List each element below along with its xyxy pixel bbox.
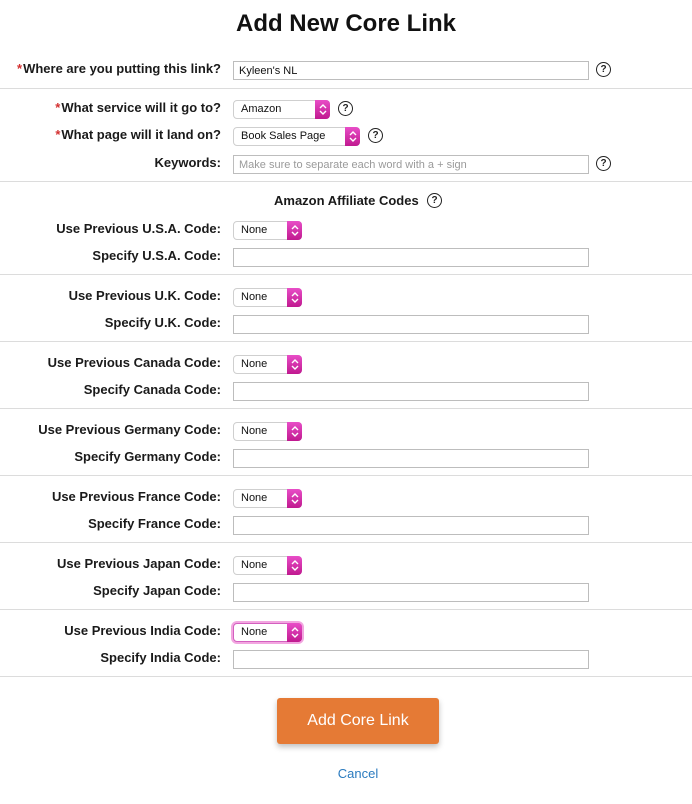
- canada-previous-select[interactable]: [233, 355, 302, 374]
- japan-specify-label: Specify Japan Code:: [93, 583, 221, 598]
- keywords-input[interactable]: [233, 155, 589, 174]
- japan-select-value: None: [241, 559, 268, 571]
- help-icon[interactable]: ?: [338, 101, 353, 116]
- service-select[interactable]: [233, 100, 330, 119]
- france-code-input[interactable]: [233, 516, 589, 535]
- usa-previous-select[interactable]: [233, 221, 302, 240]
- germany-specify-label: Specify Germany Code:: [74, 449, 221, 464]
- canada-specify-label: Specify Canada Code:: [83, 382, 221, 397]
- divider: [0, 181, 692, 182]
- india-previous-select[interactable]: [233, 623, 302, 642]
- usa-code-input[interactable]: [233, 248, 589, 267]
- divider: [0, 341, 692, 342]
- chevron-updown-icon: [345, 127, 360, 146]
- japan-code-input[interactable]: [233, 583, 589, 602]
- add-core-link-button[interactable]: Add Core Link: [277, 698, 439, 744]
- required-mark: *: [17, 61, 23, 76]
- india-specify-label: Specify India Code:: [100, 650, 221, 665]
- landing-select[interactable]: [233, 127, 360, 146]
- divider: [0, 408, 692, 409]
- japan-use-label: Use Previous Japan Code:: [57, 556, 221, 571]
- uk-use-label: Use Previous U.K. Code:: [68, 288, 221, 303]
- chevron-updown-icon: [287, 221, 302, 240]
- service-label-text: What service will it go to?: [61, 100, 221, 115]
- cancel-link[interactable]: Cancel: [337, 766, 379, 781]
- canada-use-label: Use Previous Canada Code:: [47, 355, 221, 370]
- divider: [0, 542, 692, 543]
- divider: [0, 475, 692, 476]
- usa-specify-label: Specify U.S.A. Code:: [92, 248, 221, 263]
- service-select-value: Amazon: [241, 103, 282, 115]
- required-mark: *: [55, 100, 61, 115]
- landing-label-text: What page will it land on?: [61, 127, 221, 142]
- uk-previous-select[interactable]: [233, 288, 302, 307]
- france-use-label: Use Previous France Code:: [51, 489, 221, 504]
- divider: [0, 88, 692, 89]
- germany-select-value: None: [241, 425, 268, 437]
- landing-label: [55, 127, 221, 143]
- chevron-updown-icon: [287, 422, 302, 441]
- chevron-updown-icon: [287, 556, 302, 575]
- canada-select-value: None: [241, 358, 268, 370]
- service-label: [55, 100, 221, 116]
- page-title: Add New Core Link: [235, 10, 457, 37]
- germany-previous-select[interactable]: [233, 422, 302, 441]
- germany-code-input[interactable]: [233, 449, 589, 468]
- chevron-updown-icon: [287, 623, 302, 642]
- uk-specify-label: Specify U.K. Code:: [104, 315, 221, 330]
- affiliate-heading: Amazon Affiliate Codes: [274, 193, 419, 208]
- chevron-updown-icon: [287, 355, 302, 374]
- uk-select-value: None: [241, 291, 268, 303]
- germany-use-label: Use Previous Germany Code:: [38, 422, 221, 437]
- india-code-input[interactable]: [233, 650, 589, 669]
- help-icon[interactable]: ?: [427, 193, 442, 208]
- divider: [0, 676, 692, 677]
- uk-code-input[interactable]: [233, 315, 589, 334]
- help-icon[interactable]: ?: [368, 128, 383, 143]
- keywords-label: Keywords:: [154, 155, 221, 170]
- help-icon[interactable]: ?: [596, 62, 611, 77]
- usa-use-label: Use Previous U.S.A. Code:: [56, 221, 221, 236]
- required-mark: *: [55, 127, 61, 142]
- india-use-label: Use Previous India Code:: [64, 623, 221, 638]
- india-select-value: None: [241, 626, 268, 638]
- france-specify-label: Specify France Code:: [88, 516, 221, 531]
- help-icon[interactable]: ?: [596, 156, 611, 171]
- divider: [0, 274, 692, 275]
- landing-select-value: Book Sales Page: [241, 130, 326, 142]
- usa-select-value: None: [241, 224, 268, 236]
- divider: [0, 609, 692, 610]
- canada-code-input[interactable]: [233, 382, 589, 401]
- placement-label-text: Where are you putting this link?: [23, 61, 221, 76]
- chevron-updown-icon: [315, 100, 330, 119]
- chevron-updown-icon: [287, 288, 302, 307]
- placement-label: [17, 61, 221, 77]
- chevron-updown-icon: [287, 489, 302, 508]
- france-previous-select[interactable]: [233, 489, 302, 508]
- france-select-value: None: [241, 492, 268, 504]
- japan-previous-select[interactable]: [233, 556, 302, 575]
- placement-input[interactable]: [233, 61, 589, 80]
